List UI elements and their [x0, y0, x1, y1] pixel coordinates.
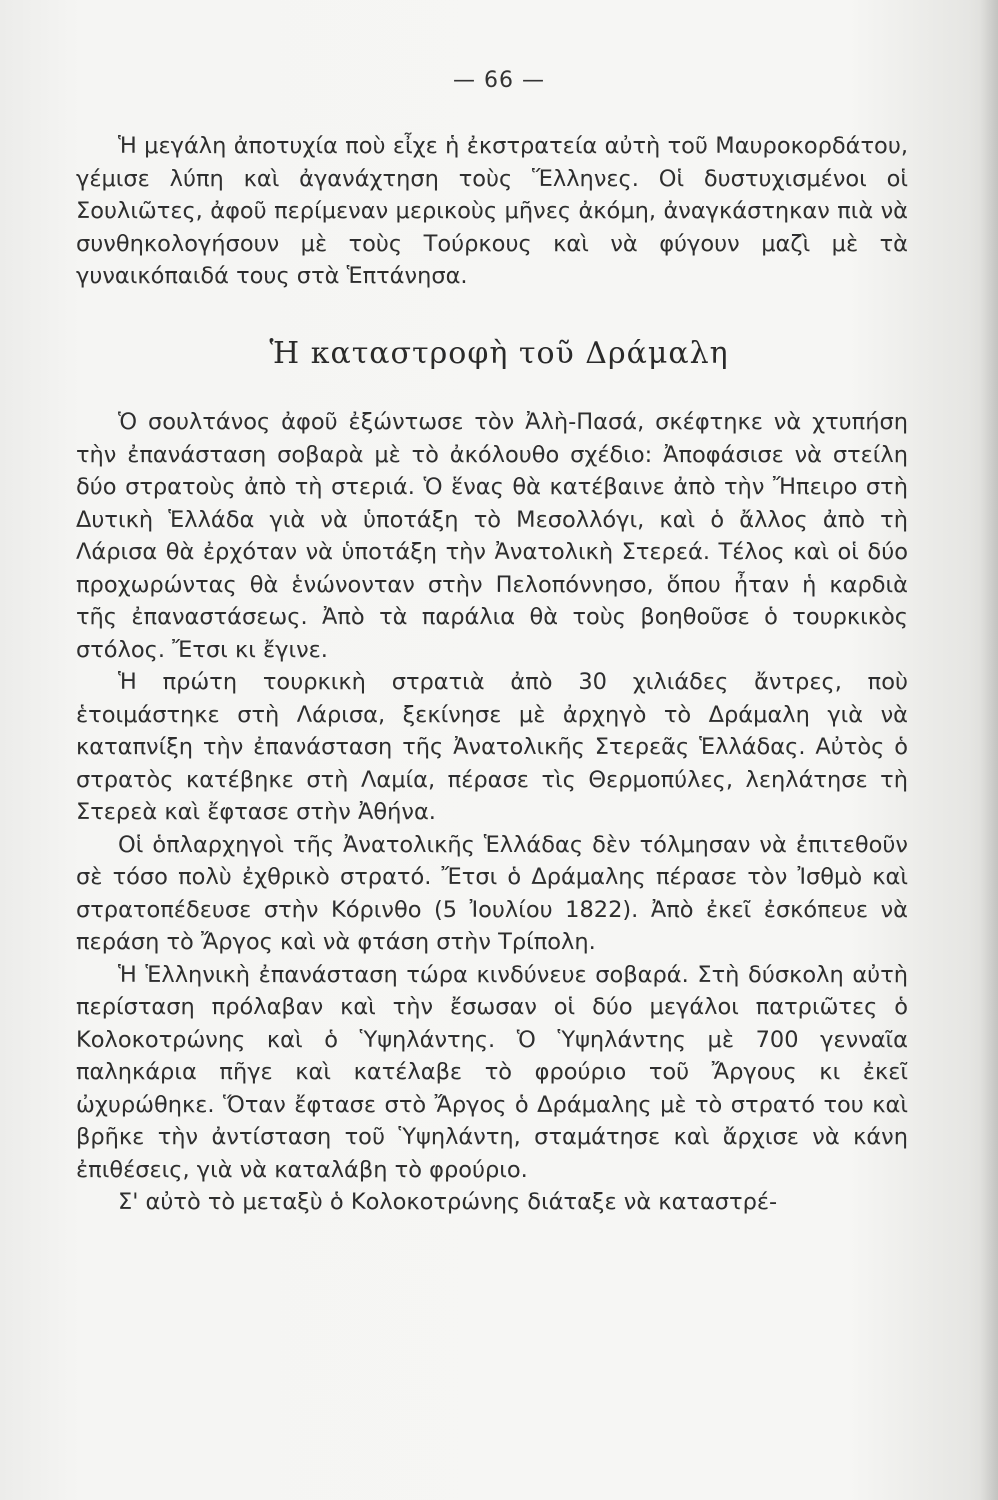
body-paragraph: Ὁ σουλτάνος ἀφοῦ ἐξώντωσε τὸν Ἀλὴ-Πασά, σκέφτηκε νὰ χτυπήση τὴν ἐπανάσταση σοβαρὰ μὲ τὸ ἀκόλουθο σχέδιο: Ἀποφάσισε νὰ στείλη δύο στρατοὺς ἀπὸ τὴ στεριά. Ὁ ἕνας θὰ κατέβαινε ἀπὸ τὴν Ἤπειρο στὴ Δυτικὴ Ἑλλάδα γιὰ νὰ ὑποτάξη τὸ Μεσολλόγι, καὶ ὁ ἄλλος ἀπὸ τὴ Λάρισα θὰ ἐρχόταν νὰ ὑποτάξη τὴν Ἀνατολικὴ Στερεά. Τέλος καὶ οἱ δύο προχωρώντας θὰ ἑνώνονταν στὴν Πελοπόννησο, ὅπου ἦταν ἡ καρδιὰ τῆς ἐπαναστάσεως. Ἀπὸ τὰ παράλια θὰ τοὺς βοηθοῦσε ὁ τουρκικὸς στόλος. Ἔτσι κι ἔγινε.	[76, 409, 908, 663]
section-body	[76, 406, 908, 1219]
page-edge-shadow	[980, 0, 998, 1500]
section-heading: Ἡ καταστροφὴ τοῦ Δράμαλη	[269, 336, 729, 371]
body-paragraph: Ἡ Ἑλληνικὴ ἐπανάσταση τώρα κινδύνευε σοβαρά. Στὴ δύσκολη αὐτὴ περίσταση πρόλαβαν καὶ τὴν ἔσωσαν οἱ δύο μεγάλοι πατριῶτες ὁ Κολοκοτρώνης καὶ ὁ Ὑψηλάντης. Ὁ Ὑψηλάντης μὲ 700 γενναῖα παληκάρια πῆγε καὶ κατέλαβε τὸ φρούριο τοῦ Ἄργους κι ἐκεῖ ὠχυρώθηκε. Ὅταν ἔφτασε στὸ Ἄργος ὁ Δράμαλης μὲ τὸ στρατό του καὶ βρῆκε τὴν ἀντίσταση τοῦ Ὑψηλάντη, σταμάτησε καὶ ἄρχισε νὰ κάνη ἐπιθέσεις, γιὰ νὰ καταλάβη τὸ φρούριο.	[76, 961, 908, 1183]
intro-text-block	[76, 130, 908, 293]
body-paragraph: Σ' αὐτὸ τὸ μεταξὺ ὁ Κολοκοτρώνης διάταξε νὰ καταστρέ-	[118, 1189, 778, 1215]
intro-paragraph: Ἡ μεγάλη ἀποτυχία ποὺ εἶχε ἡ ἐκστρατεία αὐτὴ τοῦ Μαυροκορδάτου, γέμισε λύπη καὶ ἀγανάχτηση τοὺς Ἕλληνες. Οἱ δυστυχισμένοι οἱ Σουλιῶτες, ἀφοῦ περίμεναν μερικοὺς μῆνες ἀκόμη, ἀναγκάστηκαν πιὰ νὰ συνθηκολογήσουν μὲ τοὺς Τούρκους καὶ νὰ φύγουν μαζὶ μὲ τὰ γυναικόπαιδά τους στὰ Ἑπτάνησα.	[76, 133, 908, 289]
body-paragraph: Ἡ πρώτη τουρκικὴ στρατιὰ ἀπὸ 30 χιλιάδες ἄντρες, ποὺ ἑτοιμάστηκε στὴ Λάρισα, ξεκίνησε μὲ ἀρχηγὸ τὸ Δράμαλη γιὰ νὰ καταπνίξη τὴν ἐπανάσταση τῆς Ἀνατολικῆς Στερεᾶς Ἑλλάδας. Αὐτὸς ὁ στρατὸς κατέβηκε στὴ Λαμία, πέρασε τὶς Θερμοπύλες, λεηλάτησε τὴ Στερεὰ καὶ ἔφτασε στὴν Ἀθήνα.	[76, 669, 908, 825]
page-number: — 66 —	[453, 68, 545, 93]
body-paragraph: Οἱ ὁπλαρχηγοὶ τῆς Ἀνατολικῆς Ἑλλάδας δὲν τόλμησαν νὰ ἐπιτεθοῦν σὲ τόσο πολὺ ἐχθρικὸ στρατό. Ἔτσι ὁ Δράμαλης πέρασε τὸν Ἰσθμὸ καὶ στρατοπέδευσε στὴν Κόρινθο (5 Ἰουλίου 1822). Ἀπὸ ἐκεῖ ἐσκόπευε νὰ περάση τὸ Ἄργος καὶ νὰ φτάση στὴν Τρίπολη.	[76, 831, 908, 955]
